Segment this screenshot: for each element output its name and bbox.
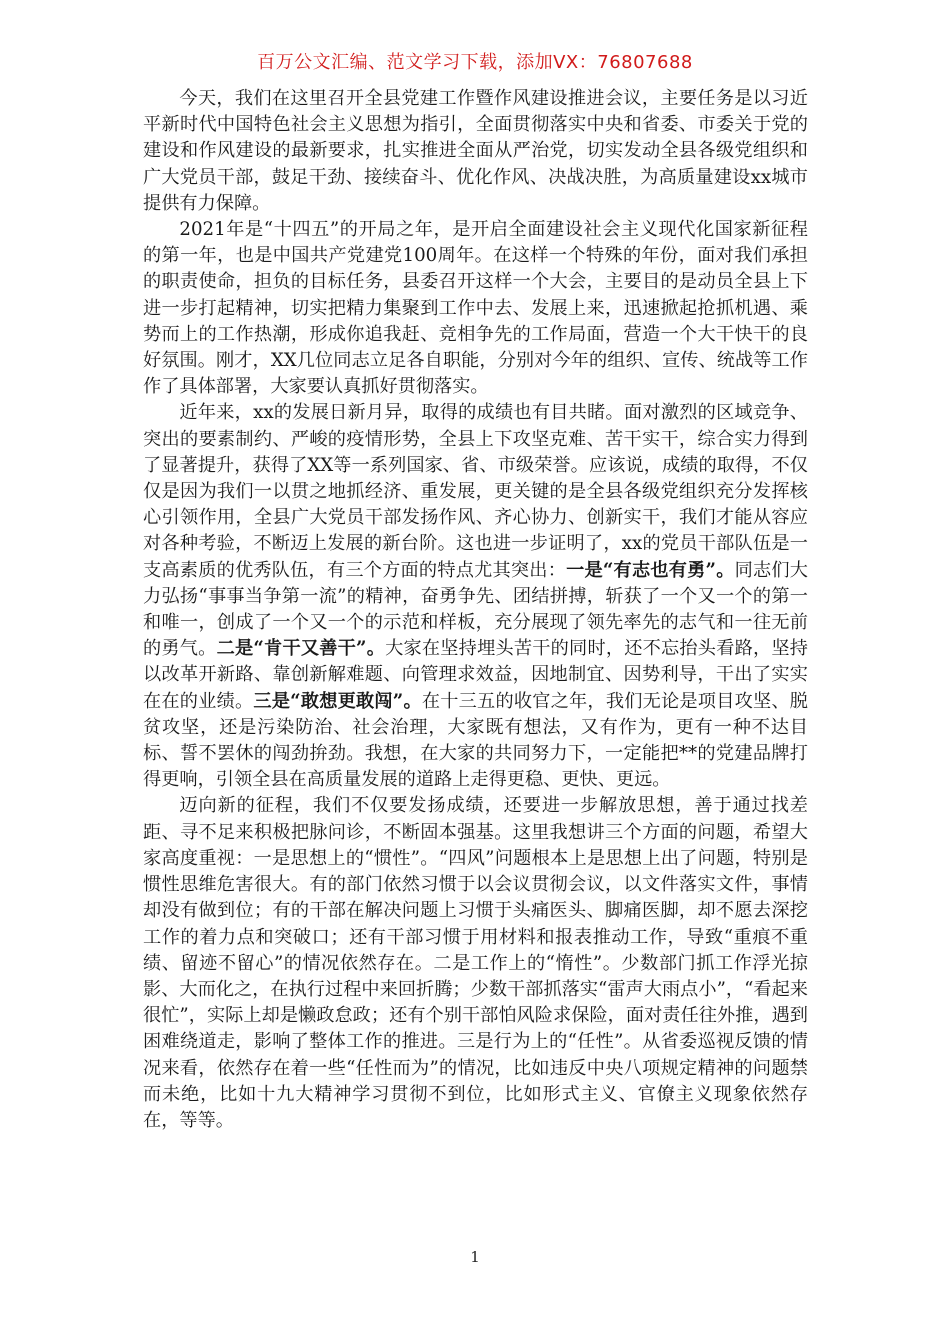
paragraph-text: 今天，我们在这里召开全县党建工作暨作风建设推进会议，主要任务是以习近平新时代中国特色社会主义思想为指引，全面贯彻落实中央和省委、市委关于党的建设和作风建设的最新要求，扎实推进全面从严治党，切实发动全县各级党组织和广大党员干部，鼓足干劲、接续奋斗、优化作风、决战决胜，为高质量建设xx城市提供有力保障。	[143, 88, 808, 214]
paragraph-2	[143, 217, 808, 400]
header-banner: 百万公文汇编、范文学习下载，添加VX：76807688	[257, 52, 693, 73]
paragraph-text: 迈向新的征程，我们不仅要发扬成绩，还要进一步解放思想，善于通过找差距、寻不足来积极把脉问诊，不断固本强基。这里我想讲三个方面的问题，希望大家高度重视：一是思想上的“惯性”。“四风”问题根本上是思想上出了问题，特别是惯性思维危害很大。有的部门依然习惯于以会议贯彻会议，以文件落实文件，事情却没有做到位；有的干部在解决问题上习惯于头痛医头、脚痛医脚，却不愿去深挖工作的着力点和突破口；还有干部习惯于用材料和报表推动工作，导致“重痕不重绩、留迹不留心”的情况依然存在。二是工作上的“惰性”。少数部门抓工作浮光掠影、大而化之，在执行过程中来回折腾；少数干部抓落实“雷声大雨点小”，“看起来很忙”，实际上却是懒政怠政；还有个别干部怕风险求保险，面对责任往外推，遇到困难绕道走，影响了整体工作的推进。三是行为上的“任性”。从省委巡视反馈的情况来看，依然存在着一些“任性而为”的情况，比如违反中央八项规定精神的问题禁而未绝，比如十九大精神学习贯彻不到位，比如形式主义、官僚主义现象依然存在，等等。	[143, 795, 808, 1131]
paragraph-text: 在十三五的收官之年，我们无论是项目攻坚、脱贫攻坚，还是污染防治、社会治理，大家既有想法，又有作为，更有一种不达目标、誓不罢休的闯劲拚劲。我想，在大家的共同努力下，一定能把**的党建品牌打得更响，引领全县在高质量发展的道路上走得更稳、更快、更远。	[143, 690, 808, 791]
document-body	[143, 86, 808, 1134]
paragraph-text: 同志们大力弘扬“事事当争第一流”的精神，奋勇争先、团结拼搏，斩获了一个又一个的第一和唯一，创成了一个又一个的示范和样板，充分展现了领先率先的志气和一往无前的勇气。	[143, 559, 808, 660]
page-number: 1	[470, 1248, 480, 1266]
paragraph-text: 2021年是“十四五”的开局之年，是开启全面建设社会主义现代化国家新征程的第一年，也是中国共产党建党100周年。在这样一个特殊的年份，面对我们承担的职责使命，担负的目标任务，县委召开这样一个大会，主要目的是动员全县上下进一步打起精神，切实把精力集聚到工作中去、发展上来，迅速掀起抢抓机遇、乘势而上的工作热潮，形成你追我赶、竞相争先的工作局面，营造一个大干快干的良好氛围。刚才，XX几位同志立足各自职能，分别对今年的组织、宣传、统战等工作作了具体部署，大家要认真抓好贯彻落实。	[143, 219, 808, 398]
paragraph-text: 近年来，xx的发展日新月异，取得的成绩也有目共睹。面对激烈的区域竞争、突出的要素制约、严峻的疫情形势，全县上下攻坚克难、苦干实干，综合实力得到了显著提升，获得了XX等一系列国家、省、市级荣誉。应该说，成绩的取得，不仅仅是因为我们一以贯之地抓经济、重发展，更关键的是全县各级党组织充分发挥核心引领作用，全县广大党员干部发扬作风、齐心协力、创新实干，我们才能从容应对各种考验，不断迈上发展的新台阶。这也进一步证明了，xx的党员干部队伍是一支高素质的优秀队伍，有三个方面的特点尤其突出：	[143, 402, 808, 581]
paragraph-text: 大家在坚持埋头苦干的同时，还不忘抬头看路，坚持以改革开新路、靠创新解难题、向管理求效益，因地制宜、因势利导，干出了实实在在的业绩。	[143, 638, 808, 712]
paragraph-1	[143, 86, 808, 217]
point-heading-3: 三是“敢想更敢闯”。	[253, 690, 422, 712]
paragraph-3	[143, 400, 808, 793]
point-heading-2: 二是“肯干又善干”。	[216, 638, 386, 660]
point-heading-1: 一是“有志也有勇”。	[566, 559, 735, 581]
paragraph-4	[143, 793, 808, 1134]
